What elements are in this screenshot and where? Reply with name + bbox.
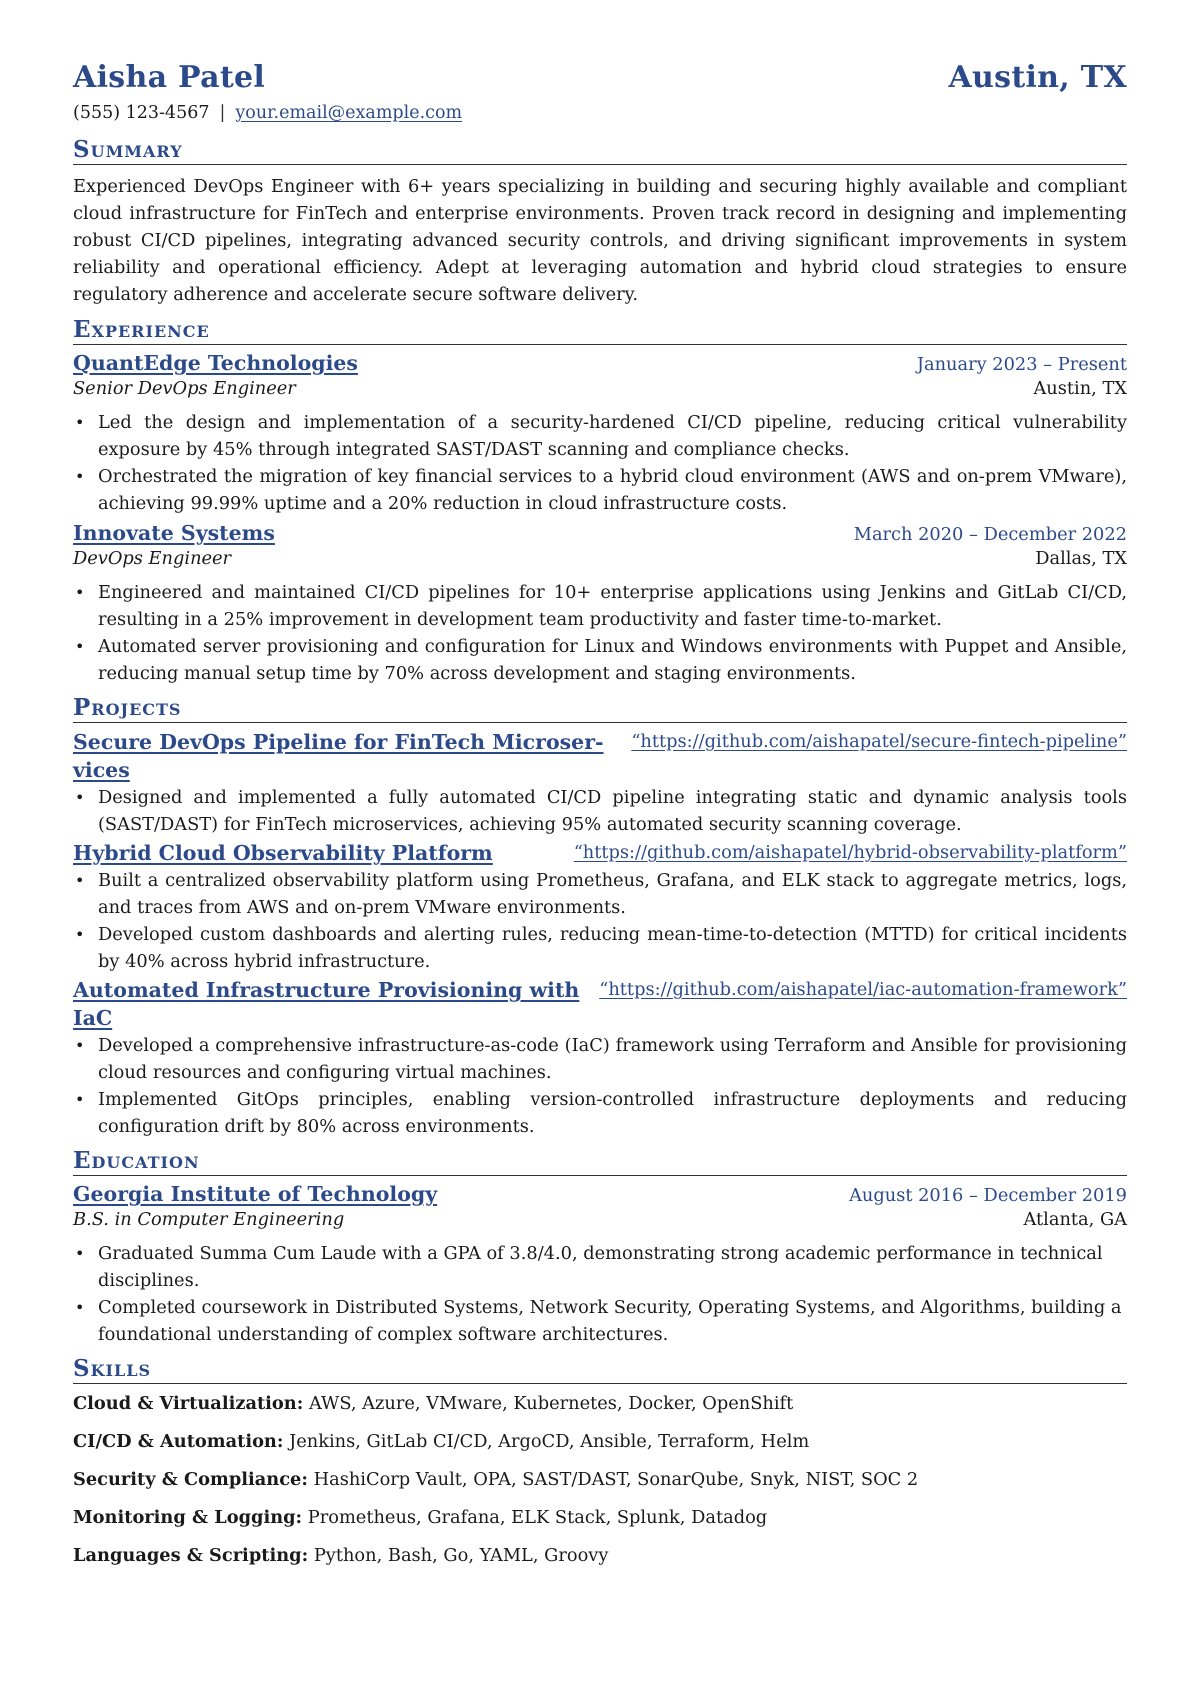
education-entry [73,1182,1127,1348]
bullet-list [73,579,1127,687]
skill-category: Cloud & Virtualization: [73,1393,304,1414]
bullet-list [73,867,1127,975]
bullet-list [73,1240,1127,1348]
bullet-item: • Orchestrated the migration of key financial services to a hybrid cloud environment (AWS and on-prem VMware), achieving 99.99% uptime and a 20% reduction in cloud infrastructure costs. [98,463,1127,517]
project-title-line: Automated Infrastructure Provisioning with [73,978,580,1002]
section-title-education: Education [73,1148,1127,1176]
experience-entry [73,521,1127,687]
job-location: Dallas, TX [1035,548,1127,569]
job-dates: March 2020 – December 2022 [853,524,1127,545]
job-location: Austin, TX [1033,378,1127,399]
bullet-list [73,409,1127,517]
section-title-experience: Experience [73,317,1127,345]
bullet-item: • Developed a comprehensive infrastructure-as-code (IaC) framework using Terraform and Ansible for provisioning cloud resources and configuring virtual machines. [98,1032,1127,1086]
project-title[interactable]: Hybrid Cloud Observability Platform [73,841,493,865]
degree: B.S. in Computer Engineering [73,1209,345,1230]
skill-row [73,1544,1127,1568]
education-dates: August 2016 – December 2019 [849,1185,1127,1206]
project-title-line: Secure DevOps Pipeline for FinTech Microser- [73,730,604,754]
bullet-item: • Graduated Summa Cum Laude with a GPA of 3.8/4.0, demonstrating strong academic performance in technical disciplines. [98,1240,1127,1294]
skill-row [73,1430,1127,1454]
skill-category: Monitoring & Logging: [73,1507,303,1528]
phone-number: (555) 123-4567 [73,103,210,123]
bullet-item: • Implemented GitOps principles, enabling version-controlled infrastructure deployments and reducing configuration drift by 80% across environments. [98,1086,1127,1140]
bullet-item: • Developed custom dashboards and alerting rules, reducing mean-time-to-detection (MTTD) for critical incidents by 40% across hybrid infrastructure. [98,921,1127,975]
bullet-item: • Engineered and maintained CI/CD pipelines for 10+ enterprise applications using Jenkins and GitLab CI/CD, resulting in a 25% improvement in development team productivity and faster time-to-market. [98,579,1127,633]
project-title[interactable] [73,976,579,1032]
bullet-list [73,784,1127,838]
skill-category: Languages & Scripting: [73,1545,309,1566]
section-title-skills: Skills [73,1356,1127,1384]
school-name[interactable]: Georgia Institute of Technology [73,1182,438,1206]
skills-list [73,1392,1127,1568]
project-title-line: vices [73,758,130,782]
skill-values: Python, Bash, Go, YAML, Groovy [313,1545,609,1566]
skill-row [73,1468,1127,1492]
job-title: Senior DevOps Engineer [73,378,296,399]
bullet-item: • Completed coursework in Distributed Systems, Network Security, Operating Systems, and Algorithms, building a foundational understanding of complex software architectures. [98,1294,1127,1348]
company-name[interactable]: QuantEdge Technologies [73,351,358,375]
summary-text: Experienced DevOps Engineer with 6+ years specializing in building and securing highly available and compliant cloud infrastructure for FinTech and enterprise environments. Proven track record in designing and implementing robust CI/CD pipelines, integrating advanced security controls, and driving significant improvements in system reliability and operational efficiency. Adept at leveraging automation and hybrid cloud strategies to ensure regulatory adherence and accelerate secure software delivery. [73,176,1127,305]
bullet-item: • Designed and implemented a fully automated CI/CD pipeline integrating static and dynamic analysis tools (SAST/DAST) for FinTech microservices, achieving 95% automated security scanning coverage. [98,784,1127,838]
skill-row [73,1392,1127,1416]
experience-entry [73,351,1127,517]
skill-row [73,1506,1127,1530]
project-entry [73,839,1127,975]
school-location: Atlanta, GA [1023,1209,1127,1230]
skill-values: HashiCorp Vault, OPA, SAST/DAST, SonarQube, Snyk, NIST, SOC 2 [313,1469,919,1490]
project-title-line: IaC [73,1006,113,1030]
project-link[interactable]: “https://github.com/aishapatel/hybrid-observability-platform” [573,842,1127,863]
resume-page [73,60,1127,1582]
project-title[interactable] [73,728,604,784]
skill-category: Security & Compliance: [73,1469,308,1490]
project-entry [73,728,1127,838]
candidate-name: Aisha Patel [73,60,266,95]
skill-values: Prometheus, Grafana, ELK Stack, Splunk, Datadog [307,1507,768,1528]
job-title: DevOps Engineer [73,548,232,569]
bullet-list [73,1032,1127,1140]
email-link[interactable]: your.email@example.com [235,103,463,123]
contact-line [73,103,1127,123]
project-link[interactable]: “https://github.com/aishapatel/iac-automation-framework” [599,979,1127,1000]
skill-values: Jenkins, GitLab CI/CD, ArgoCD, Ansible, Terraform, Helm [289,1431,810,1452]
project-link[interactable]: “https://github.com/aishapatel/secure-fintech-pipeline” [631,731,1127,752]
candidate-location: Austin, TX [948,60,1127,95]
section-title-summary: Summary [73,137,1127,165]
job-dates: January 2023 – Present [916,354,1127,375]
bullet-item: • Automated server provisioning and configuration for Linux and Windows environments with Puppet and Ansible, reducing manual setup time by 70% across development and staging environments. [98,633,1127,687]
contact-separator: | [219,103,226,123]
skill-values: AWS, Azure, VMware, Kubernetes, Docker, OpenShift [308,1393,794,1414]
resume-header [73,60,1127,95]
section-title-projects: Projects [73,695,1127,723]
bullet-item: • Led the design and implementation of a security-hardened CI/CD pipeline, reducing critical vulnerability exposure by 45% through integrated SAST/DAST scanning and compliance checks. [98,409,1127,463]
bullet-item: • Built a centralized observability platform using Prometheus, Grafana, and ELK stack to aggregate metrics, logs, and traces from AWS and on-prem VMware environments. [98,867,1127,921]
company-name[interactable]: Innovate Systems [73,521,275,545]
project-entry [73,976,1127,1140]
skill-category: CI/CD & Automation: [73,1431,284,1452]
